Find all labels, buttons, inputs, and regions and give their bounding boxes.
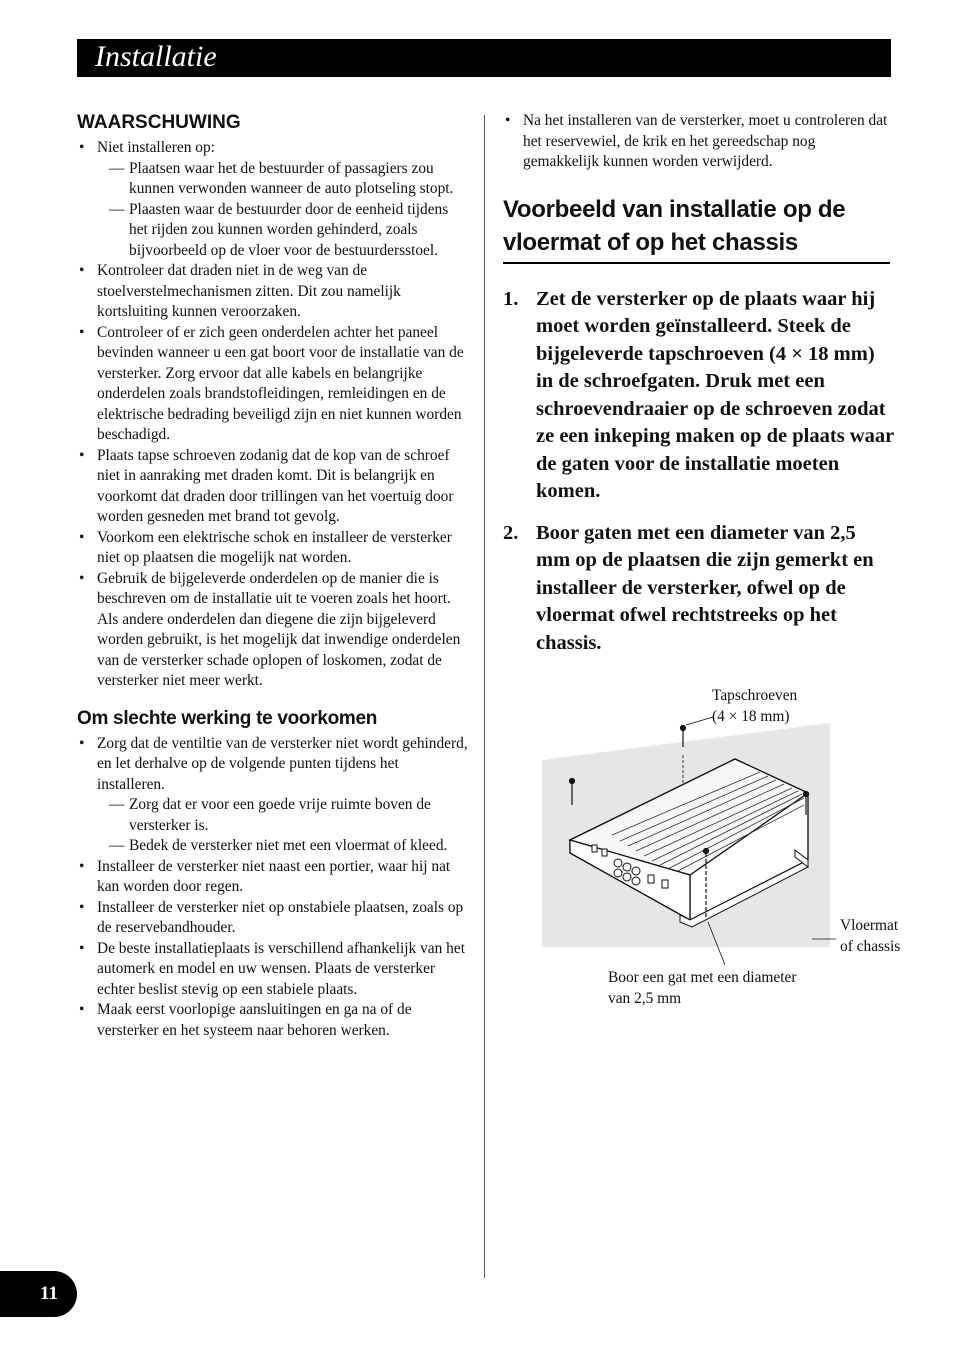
list-item: • Installeer de versterker niet naast een portier, waar hij nat kan worden door regen. xyxy=(77,857,469,898)
list-item: • Zorg dat de ventiltie van de versterker niet wordt gehinderd, en let derhalve op de volgende punten tijdens het installeren. — Zorg dat er voor een goede vrije ruimte boven de versterker is. — Bedek de versterker niet met een vloermat of kleed. xyxy=(77,734,469,857)
list-item: • Kontroleer dat draden niet in de weg van de stoelverstelmechanismen zitten. Dit zou namelijk kortsluiting kunnen veroorzaken. xyxy=(77,261,469,323)
list-item: • Installeer de versterker niet op onstabiele plaatsen, zoals op de reservebandhouder. xyxy=(77,898,469,939)
right-bullet-list xyxy=(503,111,895,173)
page-title: Installatie xyxy=(95,40,217,73)
list-item: • De beste installatieplaats is verschillend afhankelijk van het automerk en model en uw wensen. Plaats de versterker echter beslist stevig op een stabiele plaats. xyxy=(77,939,469,1001)
list-item: • Controleer of er zich geen onderdelen achter het paneel bevinden wanneer u een gat boort voor de installatie van de versterker. Zorg ervoor dat alle kabels en belangrijke onderdelen zoals brandstofleidingen, remleidingen en de elektrische bedrading beveiligd zijn en niet kunnen worden beschadigd. xyxy=(77,323,469,446)
sub-item: — Plaatsen waar het de bestuurder of passagiers zou kunnen verwonden wanneer de auto plotseling stopt. xyxy=(97,159,469,200)
warning-list xyxy=(77,138,469,692)
column-divider xyxy=(484,115,485,1278)
step-item xyxy=(503,520,895,658)
section-title: Voorbeeld van installatie op de vloermat of op het chassis xyxy=(503,193,890,264)
step-text: Zet de versterker op de plaats waar hij moet worden geïnstalleerd. Steek de bijgeleverde tapschroeven (4 × 18 mm) in de schroefgaten. Druk met een schroevendraaier op de schroeven zodat ze een inkeping maken op de plaats waar de gaten voor de installatie moeten komen. xyxy=(536,287,894,502)
drill-label: Boor een gat met een diameter van 2,5 mm xyxy=(608,969,797,1007)
list-item: • Plaats tapse schroeven zodanig dat de kop van de schroef niet in aanraking met draden komt. Dit is belangrijk en voorkomt dat draden door trillingen van het voertuig door worden gesneden met brand tot gevolg. xyxy=(77,446,469,528)
avoid-heading: Om slechte werking te voorkomen xyxy=(77,707,378,729)
page-number-badge xyxy=(0,1271,77,1317)
avoid-list xyxy=(77,734,469,1042)
list-item: • Maak eerst voorlopige aansluitingen en ga na of de versterker en het systeem naar behoren werken. xyxy=(77,1000,469,1041)
list-item: • Gebruik de bijgeleverde onderdelen op de manier die is beschreven om de installatie uit te voeren zoals het hoort. Als andere onderdelen dan diegene die zijn bijgeleverd worden gebruikt, is het mogelijk dat inwendige onderdelen van de versterker schade oplopen of loskomen, zodat de versterker niet meer werkt. xyxy=(77,569,469,692)
step-number: 1. xyxy=(503,287,519,310)
steps-list xyxy=(503,286,895,658)
sub-item: — Bedek de versterker niet met een vloermat of kleed. xyxy=(97,836,469,857)
installation-figure xyxy=(540,685,920,1015)
step-item xyxy=(503,286,895,506)
list-item: • Voorkom een elektrische schok en installeer de versterker niet op plaatsen die mogelijk nat worden. xyxy=(77,528,469,569)
right-column xyxy=(503,111,895,671)
step-text: Boor gaten met een diameter van 2,5 mm op de plaatsen die zijn gemerkt en installeer de versterker, ofwel op de vloermat ofwel rechtstreeks op het chassis. xyxy=(536,521,874,654)
header-bar xyxy=(77,39,891,77)
sub-item: — Zorg dat er voor een goede vrije ruimte boven de versterker is. xyxy=(97,795,469,836)
sub-item: — Plaasten waar de bestuurder door de eenheid tijdens het rijden zou kunnen worden gehinderd, zoals bijvoorbeeld op de vloer voor de bestuurdersstoel. xyxy=(97,200,469,262)
step-number: 2. xyxy=(503,521,519,544)
floor-label: Vloermat of chassis xyxy=(840,917,901,955)
warning-heading: WAARSCHUWING xyxy=(77,112,241,133)
amplifier-illustration xyxy=(540,685,920,1015)
page-number: 11 xyxy=(40,1283,58,1304)
list-item: • Na het installeren van de versterker, moet u controleren dat het reservewiel, de krik en het gereedschap nog gemakkelijk kunnen worden verwijderd. xyxy=(503,111,895,173)
screws-label: Tapschroeven (4 × 18 mm) xyxy=(712,687,798,725)
left-column xyxy=(77,111,469,1041)
screws-leader xyxy=(686,717,713,725)
list-item: • Niet installeren op: — Plaatsen waar het de bestuurder of passagiers zou kunnen verwonden wanneer de auto plotseling stopt. — Plaasten waar de bestuurder door de eenheid tijdens het rijden zou kunnen worden gehinderd, zoals bijvoorbeeld op de vloer voor de bestuurdersstoel. xyxy=(77,138,469,261)
